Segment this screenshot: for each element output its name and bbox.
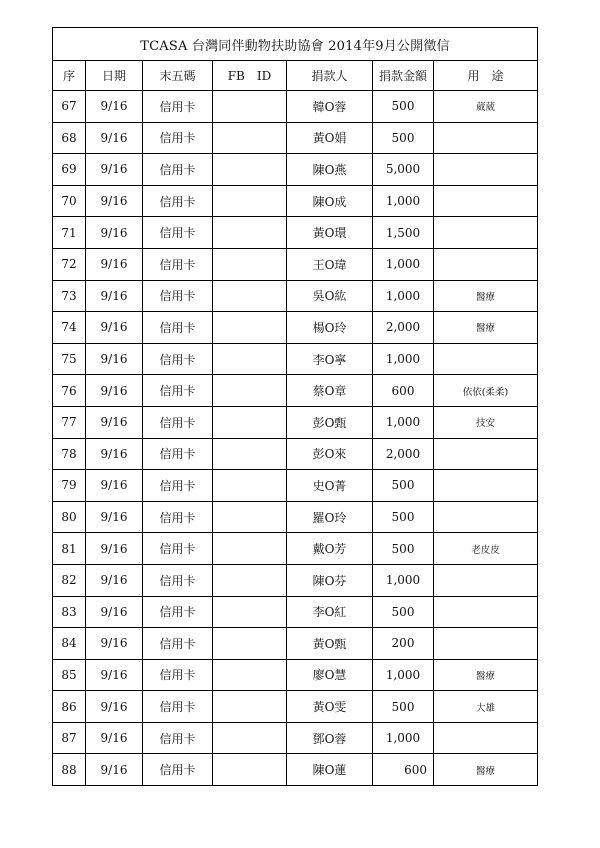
row-payment-method: 信用卡	[143, 659, 213, 691]
row-amount: 1,000	[373, 722, 434, 754]
row-donor: 韓O蓉	[287, 91, 373, 123]
row-date: 9/16	[86, 343, 143, 375]
row-date: 9/16	[86, 628, 143, 660]
row-purpose	[434, 470, 538, 502]
row-fb-id	[213, 122, 287, 154]
row-date: 9/16	[86, 722, 143, 754]
row-seq: 82	[53, 564, 86, 596]
row-purpose	[434, 564, 538, 596]
header-row	[53, 61, 538, 91]
row-amount: 2,000	[373, 312, 434, 344]
table-row	[53, 217, 538, 249]
row-fb-id	[213, 154, 287, 186]
row-date: 9/16	[86, 248, 143, 280]
row-amount: 500	[373, 596, 434, 628]
row-donor: 戴O芳	[287, 533, 373, 565]
row-purpose: 醫療	[434, 659, 538, 691]
table-row	[53, 343, 538, 375]
row-payment-method: 信用卡	[143, 154, 213, 186]
row-fb-id	[213, 185, 287, 217]
table-row	[53, 691, 538, 723]
row-date: 9/16	[86, 406, 143, 438]
row-amount: 200	[373, 628, 434, 660]
row-date: 9/16	[86, 659, 143, 691]
row-amount: 500	[373, 91, 434, 123]
row-purpose	[434, 501, 538, 533]
donation-ledger	[52, 27, 537, 786]
row-seq: 73	[53, 280, 86, 312]
table-row	[53, 280, 538, 312]
table-row	[53, 501, 538, 533]
row-date: 9/16	[86, 754, 143, 786]
row-seq: 79	[53, 470, 86, 502]
row-seq: 80	[53, 501, 86, 533]
row-amount: 5,000	[373, 154, 434, 186]
header-seq: 序	[53, 61, 86, 91]
row-purpose: 技安	[434, 406, 538, 438]
row-donor: 吳O紘	[287, 280, 373, 312]
table-row	[53, 722, 538, 754]
row-amount: 600	[373, 754, 434, 786]
row-payment-method: 信用卡	[143, 280, 213, 312]
table-row	[53, 564, 538, 596]
row-date: 9/16	[86, 438, 143, 470]
row-donor: 鄧O蓉	[287, 722, 373, 754]
row-payment-method: 信用卡	[143, 628, 213, 660]
row-donor: 陳O成	[287, 185, 373, 217]
row-donor: 黃O雯	[287, 691, 373, 723]
table-body	[53, 91, 538, 786]
row-purpose	[434, 628, 538, 660]
row-purpose: 依依(柔柔)	[434, 375, 538, 407]
row-donor: 羅O玲	[287, 501, 373, 533]
table-row	[53, 659, 538, 691]
row-date: 9/16	[86, 154, 143, 186]
row-fb-id	[213, 312, 287, 344]
row-seq: 68	[53, 122, 86, 154]
row-fb-id	[213, 533, 287, 565]
row-date: 9/16	[86, 122, 143, 154]
row-payment-method: 信用卡	[143, 691, 213, 723]
table-row	[53, 754, 538, 786]
row-donor: 廖O慧	[287, 659, 373, 691]
header-date: 日期	[86, 61, 143, 91]
row-purpose	[434, 122, 538, 154]
row-payment-method: 信用卡	[143, 596, 213, 628]
row-payment-method: 信用卡	[143, 501, 213, 533]
row-donor: 彭O甄	[287, 406, 373, 438]
row-payment-method: 信用卡	[143, 754, 213, 786]
row-seq: 81	[53, 533, 86, 565]
row-donor: 黃O環	[287, 217, 373, 249]
row-date: 9/16	[86, 470, 143, 502]
row-fb-id	[213, 217, 287, 249]
table-row	[53, 375, 538, 407]
row-seq: 85	[53, 659, 86, 691]
row-amount: 1,500	[373, 217, 434, 249]
row-purpose	[434, 343, 538, 375]
row-amount: 1,000	[373, 343, 434, 375]
row-seq: 72	[53, 248, 86, 280]
row-seq: 84	[53, 628, 86, 660]
row-payment-method: 信用卡	[143, 533, 213, 565]
row-date: 9/16	[86, 91, 143, 123]
row-payment-method: 信用卡	[143, 343, 213, 375]
document-title: TCASA 台灣同伴動物扶助協會 2014年9月公開徵信	[53, 28, 538, 61]
row-purpose	[434, 217, 538, 249]
table-row	[53, 596, 538, 628]
row-fb-id	[213, 280, 287, 312]
donation-table	[52, 27, 538, 786]
row-donor: 王O瑋	[287, 248, 373, 280]
table-row	[53, 438, 538, 470]
row-amount: 500	[373, 501, 434, 533]
row-donor: 彭O來	[287, 438, 373, 470]
table-row	[53, 248, 538, 280]
row-seq: 86	[53, 691, 86, 723]
row-fb-id	[213, 375, 287, 407]
row-donor: 蔡O章	[287, 375, 373, 407]
row-fb-id	[213, 248, 287, 280]
row-payment-method: 信用卡	[143, 185, 213, 217]
row-amount: 1,000	[373, 248, 434, 280]
row-date: 9/16	[86, 375, 143, 407]
table-row	[53, 533, 538, 565]
row-seq: 76	[53, 375, 86, 407]
table-row	[53, 122, 538, 154]
table-row	[53, 628, 538, 660]
row-seq: 74	[53, 312, 86, 344]
header-amount: 捐款金額	[373, 61, 434, 91]
row-seq: 71	[53, 217, 86, 249]
row-donor: 黃O娟	[287, 122, 373, 154]
row-donor: 楊O玲	[287, 312, 373, 344]
row-seq: 75	[53, 343, 86, 375]
row-purpose: 醫療	[434, 754, 538, 786]
row-amount: 2,000	[373, 438, 434, 470]
row-amount: 500	[373, 122, 434, 154]
row-date: 9/16	[86, 533, 143, 565]
row-fb-id	[213, 596, 287, 628]
row-purpose: 大雄	[434, 691, 538, 723]
row-amount: 1,000	[373, 185, 434, 217]
header-fb-id: FB ID	[213, 61, 287, 91]
row-amount: 1,000	[373, 564, 434, 596]
row-payment-method: 信用卡	[143, 564, 213, 596]
row-seq: 78	[53, 438, 86, 470]
row-donor: 陳O燕	[287, 154, 373, 186]
row-fb-id	[213, 501, 287, 533]
row-seq: 87	[53, 722, 86, 754]
row-donor: 陳O蓮	[287, 754, 373, 786]
row-amount: 1,000	[373, 659, 434, 691]
row-payment-method: 信用卡	[143, 248, 213, 280]
row-purpose	[434, 185, 538, 217]
row-fb-id	[213, 438, 287, 470]
row-payment-method: 信用卡	[143, 722, 213, 754]
row-amount: 500	[373, 470, 434, 502]
row-date: 9/16	[86, 596, 143, 628]
table-row	[53, 470, 538, 502]
row-amount: 600	[373, 375, 434, 407]
row-fb-id	[213, 91, 287, 123]
row-amount: 500	[373, 533, 434, 565]
table-row	[53, 406, 538, 438]
row-amount: 500	[373, 691, 434, 723]
row-amount: 1,000	[373, 280, 434, 312]
row-seq: 69	[53, 154, 86, 186]
table-row	[53, 91, 538, 123]
row-donor: 史O菁	[287, 470, 373, 502]
row-payment-method: 信用卡	[143, 91, 213, 123]
row-purpose	[434, 722, 538, 754]
row-payment-method: 信用卡	[143, 438, 213, 470]
row-date: 9/16	[86, 564, 143, 596]
row-purpose	[434, 596, 538, 628]
row-fb-id	[213, 470, 287, 502]
row-donor: 李O寧	[287, 343, 373, 375]
header-donor: 捐款人	[287, 61, 373, 91]
row-purpose: 老皮皮	[434, 533, 538, 565]
row-purpose	[434, 154, 538, 186]
row-seq: 70	[53, 185, 86, 217]
header-purpose: 用 途	[434, 61, 538, 91]
table-row	[53, 312, 538, 344]
row-payment-method: 信用卡	[143, 312, 213, 344]
row-fb-id	[213, 691, 287, 723]
row-payment-method: 信用卡	[143, 470, 213, 502]
row-seq: 77	[53, 406, 86, 438]
row-date: 9/16	[86, 312, 143, 344]
row-seq: 88	[53, 754, 86, 786]
row-fb-id	[213, 406, 287, 438]
table-row	[53, 185, 538, 217]
row-payment-method: 信用卡	[143, 122, 213, 154]
row-purpose: 醫療	[434, 312, 538, 344]
row-purpose: 葳葳	[434, 91, 538, 123]
row-payment-method: 信用卡	[143, 217, 213, 249]
row-payment-method: 信用卡	[143, 375, 213, 407]
row-date: 9/16	[86, 217, 143, 249]
row-fb-id	[213, 659, 287, 691]
row-purpose	[434, 248, 538, 280]
row-date: 9/16	[86, 501, 143, 533]
row-date: 9/16	[86, 280, 143, 312]
row-seq: 83	[53, 596, 86, 628]
row-payment-method: 信用卡	[143, 406, 213, 438]
row-fb-id	[213, 722, 287, 754]
table-row	[53, 154, 538, 186]
row-fb-id	[213, 564, 287, 596]
row-date: 9/16	[86, 691, 143, 723]
row-seq: 67	[53, 91, 86, 123]
row-amount: 1,000	[373, 406, 434, 438]
row-date: 9/16	[86, 185, 143, 217]
row-fb-id	[213, 628, 287, 660]
row-fb-id	[213, 343, 287, 375]
header-last-five: 末五碼	[143, 61, 213, 91]
row-donor: 黃O甄	[287, 628, 373, 660]
row-fb-id	[213, 754, 287, 786]
row-purpose	[434, 438, 538, 470]
row-donor: 李O紅	[287, 596, 373, 628]
row-purpose: 醫療	[434, 280, 538, 312]
row-donor: 陳O芬	[287, 564, 373, 596]
